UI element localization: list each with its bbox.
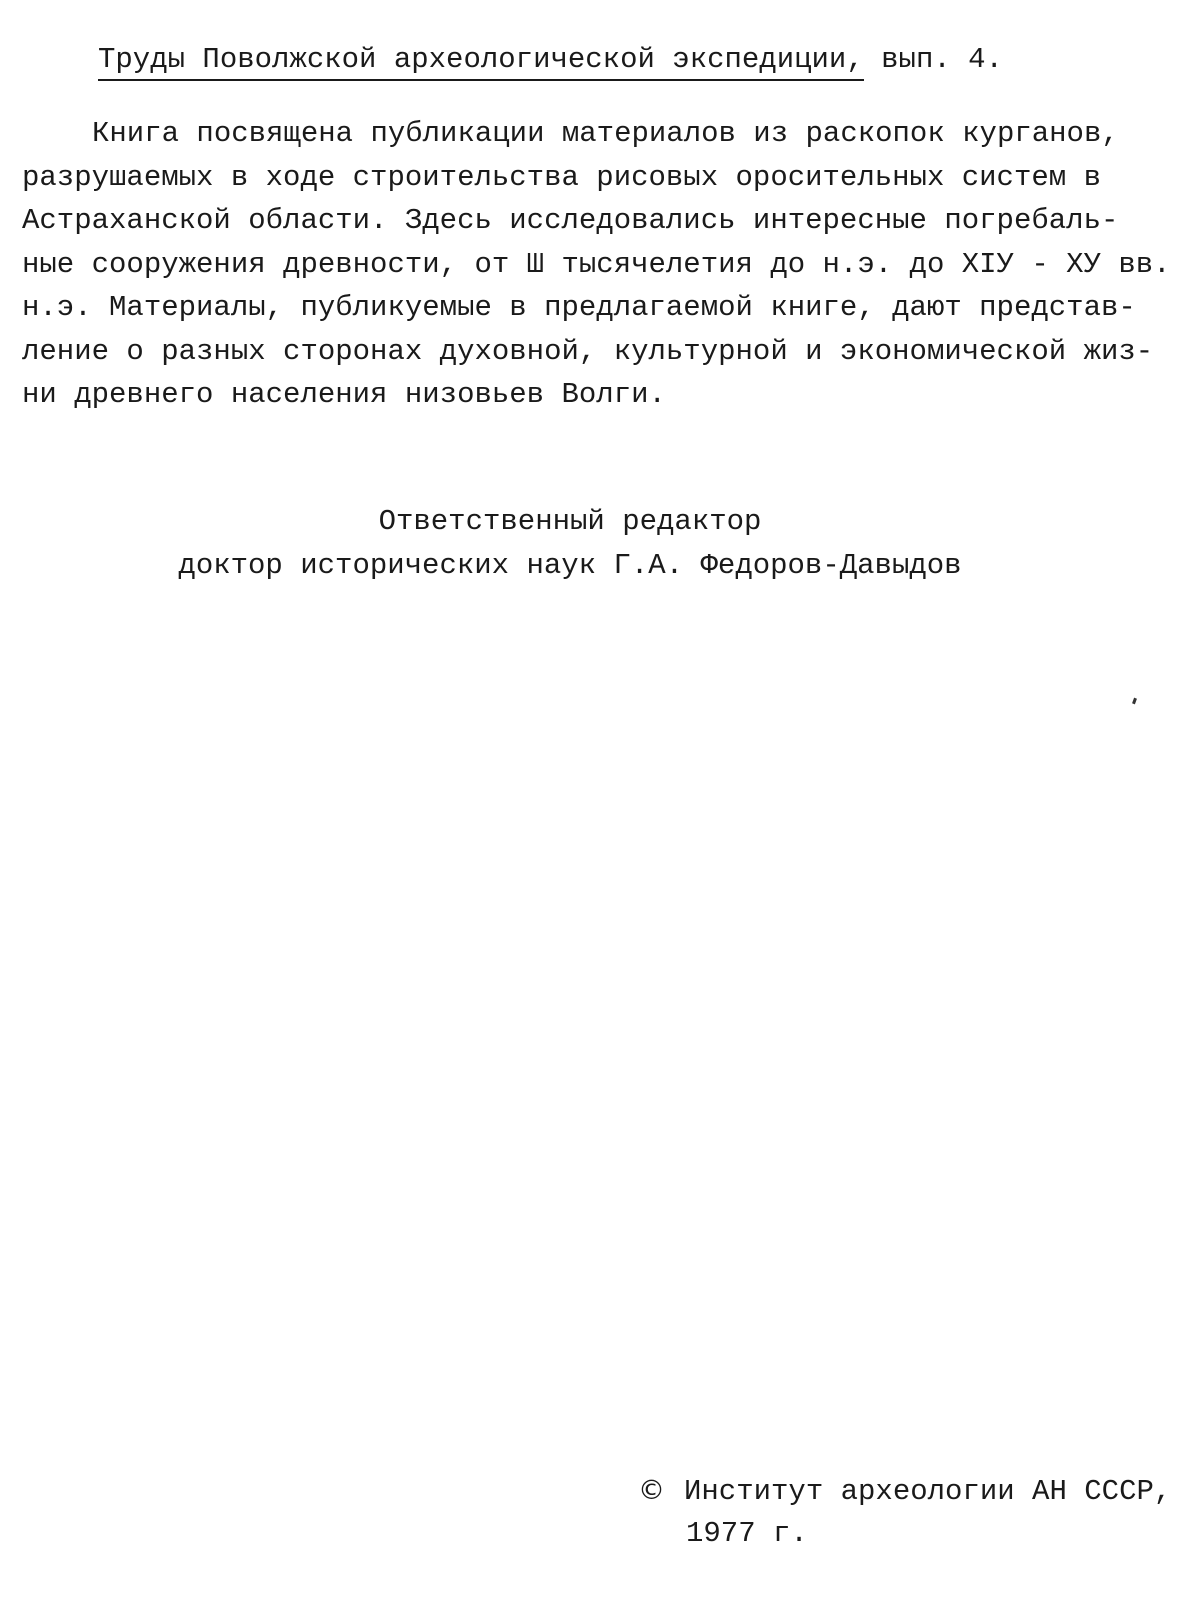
abstract-line: ни древнего населения низовьев Волги. [22, 378, 666, 411]
copyright-block [638, 1470, 1171, 1555]
abstract-line: ление о разных сторонах духовной, культурной и экономической жиз- [22, 334, 1154, 368]
series-header [98, 40, 1003, 80]
series-title: Труды Поволжской археологической экспедиции, [98, 43, 864, 81]
scan-speck [1132, 698, 1137, 705]
editor-name: доктор исторических наук Г.А. Федоров-Давыдов [178, 549, 962, 582]
copyright-holder: Институт археологии АН СССР, [684, 1475, 1172, 1508]
editor-role: Ответственный редактор [378, 505, 762, 538]
abstract-paragraph [22, 112, 1182, 417]
issue-number: вып. 4. [863, 43, 1003, 76]
editor-block [0, 500, 1140, 588]
abstract-line: разрушаемых в ходе строительства рисовых оросительных систем в [22, 160, 1101, 194]
copyright-symbol: © [638, 1475, 665, 1506]
abstract-line: ные сооружения древности, от Ш тысячелетия до н.э. до ХIУ - ХУ вв. [22, 247, 1171, 281]
abstract-line: Астраханской области. Здесь исследовались интересные погребаль- [22, 204, 1119, 237]
abstract-line: Книга посвящена публикации материалов из раскопок курганов, [92, 117, 1119, 150]
copyright-year: 1977 г. [686, 1517, 808, 1550]
abstract-line: н.э. Материалы, публикуемые в предлагаемой книге, дают представ- [22, 291, 1136, 324]
